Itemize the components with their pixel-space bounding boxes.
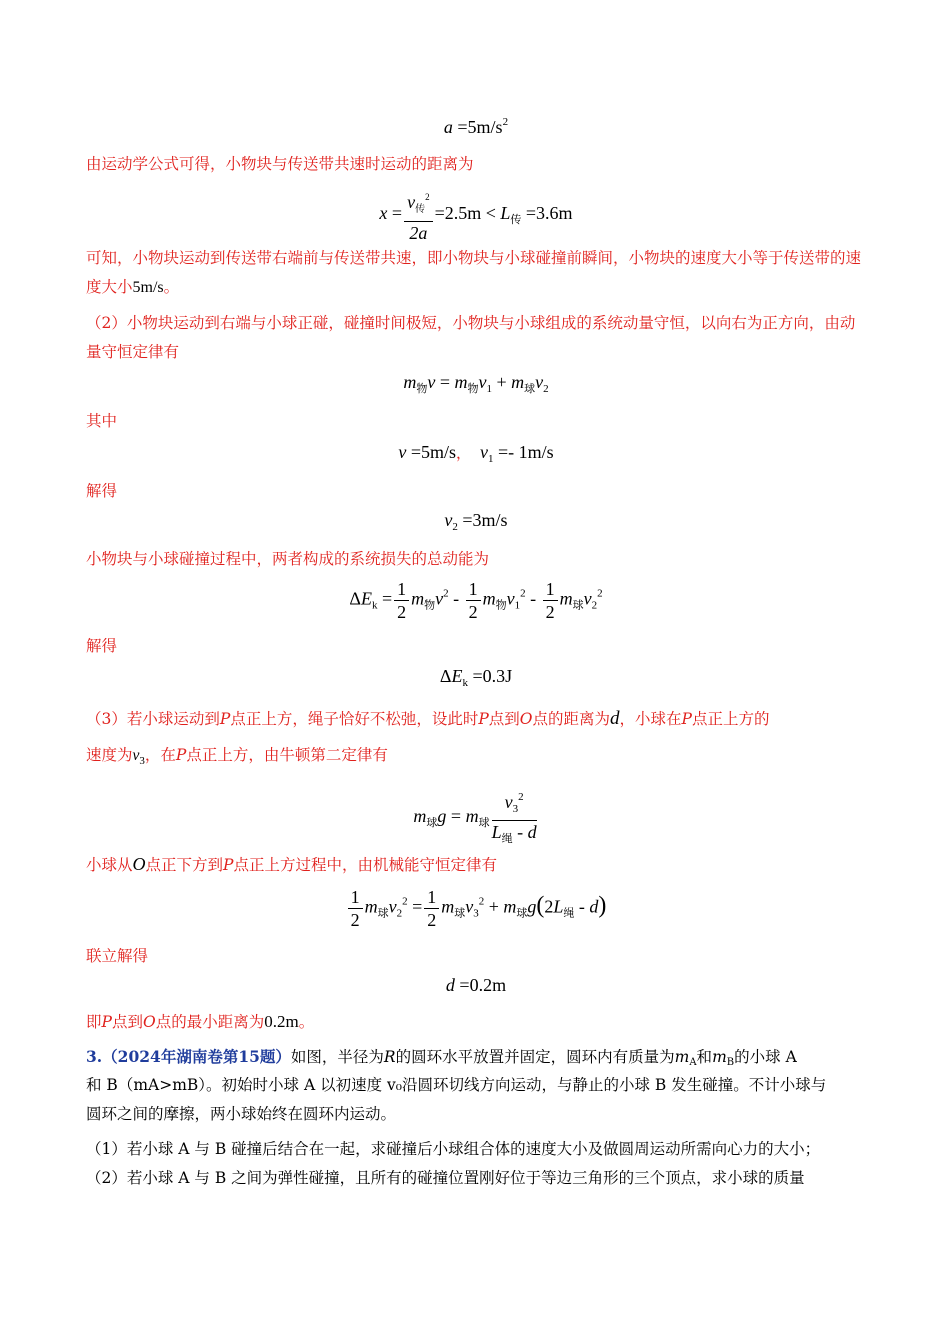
equation-v2: $v_2 =3m/s$ — [444, 510, 508, 533]
solution-text: 其中 — [86, 412, 118, 430]
solution-conclusion: 即P点到O点的最小距离为0.2m。 — [86, 1012, 315, 1031]
solution-text-part3: （3）若小球运动到P点正上方，绳子恰好不松弛，设此时P点到O点的距离为d，小球在P点正上方的 — [86, 708, 770, 729]
equation-given-velocities: v =5m/s， $v_1 =- 1m/s$ — [398, 442, 554, 465]
solution-text: 小物块与小球碰撞过程中，两者构成的系统损失的总动能为 — [86, 550, 490, 568]
solution-text: 由运动学公式可得，小物块与传送带共速时运动的距离为 — [86, 155, 474, 173]
question-3-stem-line3: 圆环之间的摩擦，两小球始终在圆环内运动。 — [86, 1105, 397, 1123]
solution-text-part2: （2）小物块运动到右端与小球正碰，碰撞时间极短，小物块与小球组成的系统动量守恒，以向右为正方向，由动量守恒定律有 — [86, 314, 856, 361]
equation-newton: $m_球g = m_球$ $\frac{v_3^2}{L_绳 - d}$ — [86, 786, 866, 850]
equation-energy-loss-value: $\Delta E_k =0.3J$ — [439, 666, 513, 689]
equation-acceleration: $a =5m/s^2$ — [443, 116, 509, 137]
question-3-subquestion-1: （1）若小球 A 与 B 碰撞后结合在一起，求碰撞后小球组合体的速度大小及做圆周运动所需向心力的大小； — [86, 1140, 821, 1158]
question-3-subquestion-2: （2）若小球 A 与 B 之间为弹性碰撞，且所有的碰撞位置刚好位于等边三角形的三个顶点，求小球的质量 — [86, 1169, 805, 1187]
solution-text: 解得 — [86, 637, 118, 655]
solution-text: 联立解得 — [86, 947, 149, 965]
question-3-stem: 3.（2024年湖南卷第15题）如图，半径为R的圆环水平放置并固定，圆环内有质量为mA和mB的小球 A — [86, 1047, 797, 1068]
equation-energy-conservation: $\frac{1}{2}$ $m_球v_2^2$ = $\frac{1}{2}$ $m_球v_3^2 + m_球g(2L_绳 - d)$ — [86, 886, 866, 931]
solution-text: 可知，小物块运动到传送带右端前与传送带共速，即小物块与小球碰撞前瞬间，小物块的速度大小等于传送带的速度大小5m/s。 — [86, 249, 862, 296]
solution-text: 解得 — [86, 482, 118, 500]
solution-text: 小球从O点正下方到P点正上方过程中，由机械能守恒定律有 — [86, 854, 497, 874]
solution-text: 速度为$v_3$，在P点正上方，由牛顿第二定律有 — [86, 746, 388, 767]
equation-momentum: $m_物v = m_物v_1 + m_球v_2$ — [403, 372, 549, 395]
equation-distance: x = $\frac{v_传^2}{2a}$ $=2.5m < L_传 =3.6m$ — [86, 186, 866, 244]
question-3-stem-line2: 和 B（mA>mB）。初始时小球 A 以初速度 v₀沿圆环切线方向运动，与静止的小球 B 发生碰撞。不计小球与 — [86, 1076, 827, 1094]
equation-energy-loss: $\Delta E_k$ = $\frac{1}{2}$ $m_物v^2$ - $\frac{1}{2}$ $m_物v_1^2$ - $\frac{1}{2}$ $m_球v_2^2$ — [349, 579, 603, 622]
equation-d: d =0.2m — [445, 975, 507, 995]
